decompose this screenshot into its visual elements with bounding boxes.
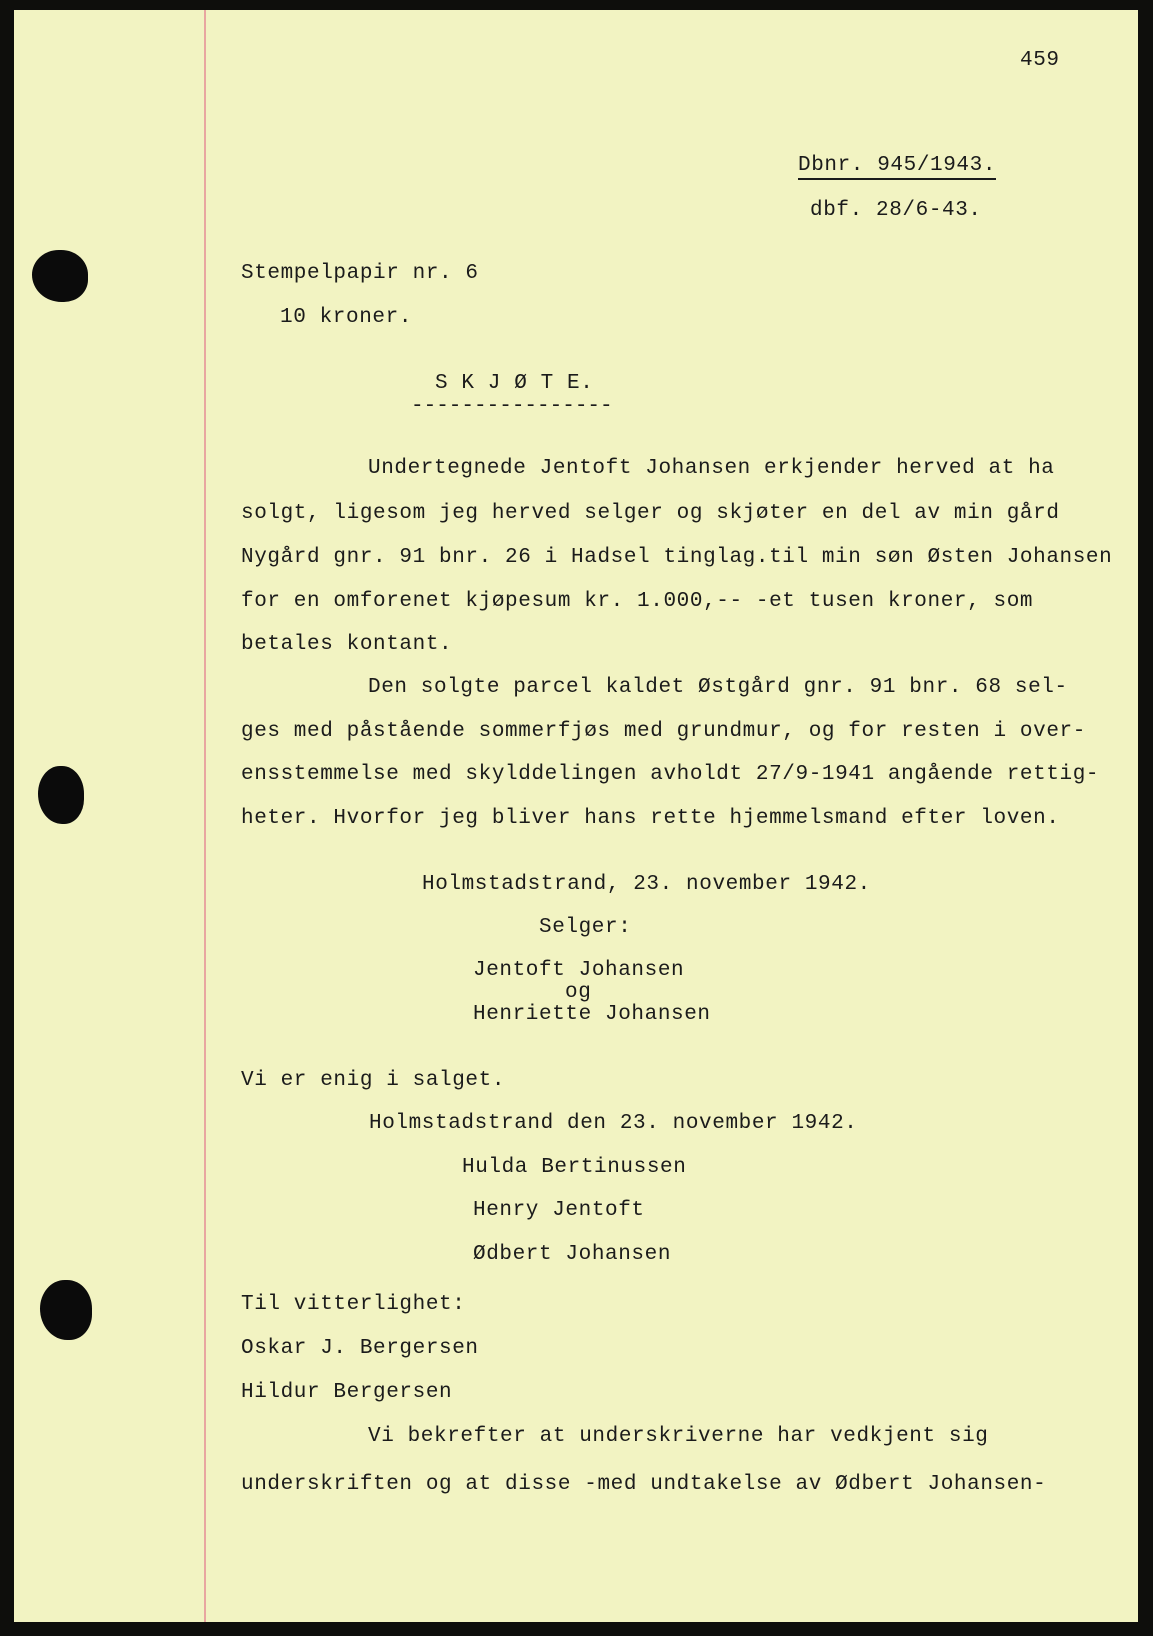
body-line-1: Undertegnede Jentoft Johansen erkjender herved at ha <box>368 457 1055 480</box>
place-date-2: Holmstadstrand den 23. november 1942. <box>369 1112 858 1135</box>
document-title: S K J Ø T E. <box>435 372 594 395</box>
witness-1: Oskar J. Bergersen <box>241 1337 479 1360</box>
body-line-8: ensstemmelse med skylddelingen avholdt 27/9-1941 angående rettig- <box>241 763 1100 786</box>
stamp-paper-line: Stempelpapir nr. 6 <box>241 262 479 285</box>
body-line-6: Den solgte parcel kaldet Østgård gnr. 91 bnr. 68 sel- <box>368 676 1068 699</box>
stamp-value-line: 10 kroner. <box>280 306 413 329</box>
witness-label: Til vitterlighet: <box>241 1293 466 1316</box>
body-line-4: for en omforenet kjøpesum kr. 1.000,-- -et tusen kroner, som <box>241 590 1034 613</box>
title-rule: ---------------- <box>411 395 613 418</box>
seller-name-2: Henriette Johansen <box>473 1003 711 1026</box>
consenter-3: Ødbert Johansen <box>473 1243 672 1266</box>
page-number: 459 <box>1020 49 1060 72</box>
consent-line: Vi er enig i salget. <box>241 1069 506 1092</box>
seller-name-1: Jentoft Johansen <box>473 959 685 982</box>
margin-line <box>204 10 206 1622</box>
body-line-3: Nygård gnr. 91 bnr. 26 i Hadsel tinglag.til min søn Østen Johansen <box>241 546 1113 569</box>
seller-label: Selger: <box>539 916 632 939</box>
closing-line-2: underskriften og at disse -med undtakelse av Ødbert Johansen- <box>241 1473 1047 1496</box>
body-line-2: solgt, ligesom jeg herved selger og skjøter en del av min gård <box>241 502 1060 525</box>
body-line-7: ges med påstående sommerfjøs med grundmur, og for resten i over- <box>241 720 1086 743</box>
place-date-1: Holmstadstrand, 23. november 1942. <box>422 873 871 896</box>
punch-hole-bottom <box>40 1280 92 1340</box>
dbf-header: dbf. 28/6-43. <box>810 199 982 222</box>
punch-hole-top <box>32 250 88 302</box>
body-line-5: betales kontant. <box>241 633 453 656</box>
closing-line-1: Vi bekrefter at underskriverne har vedkjent sig <box>368 1425 989 1448</box>
document-page <box>14 10 1138 1622</box>
punch-hole-middle <box>38 766 84 824</box>
consenter-2: Henry Jentoft <box>473 1199 645 1222</box>
witness-2: Hildur Bergersen <box>241 1381 453 1404</box>
seller-conjunction: og <box>565 981 592 1004</box>
dbnr-header: Dbnr. 945/1943. <box>798 155 996 180</box>
body-line-9: heter. Hvorfor jeg bliver hans rette hjemmelsmand efter loven. <box>241 807 1060 830</box>
consenter-1: Hulda Bertinussen <box>462 1156 687 1179</box>
